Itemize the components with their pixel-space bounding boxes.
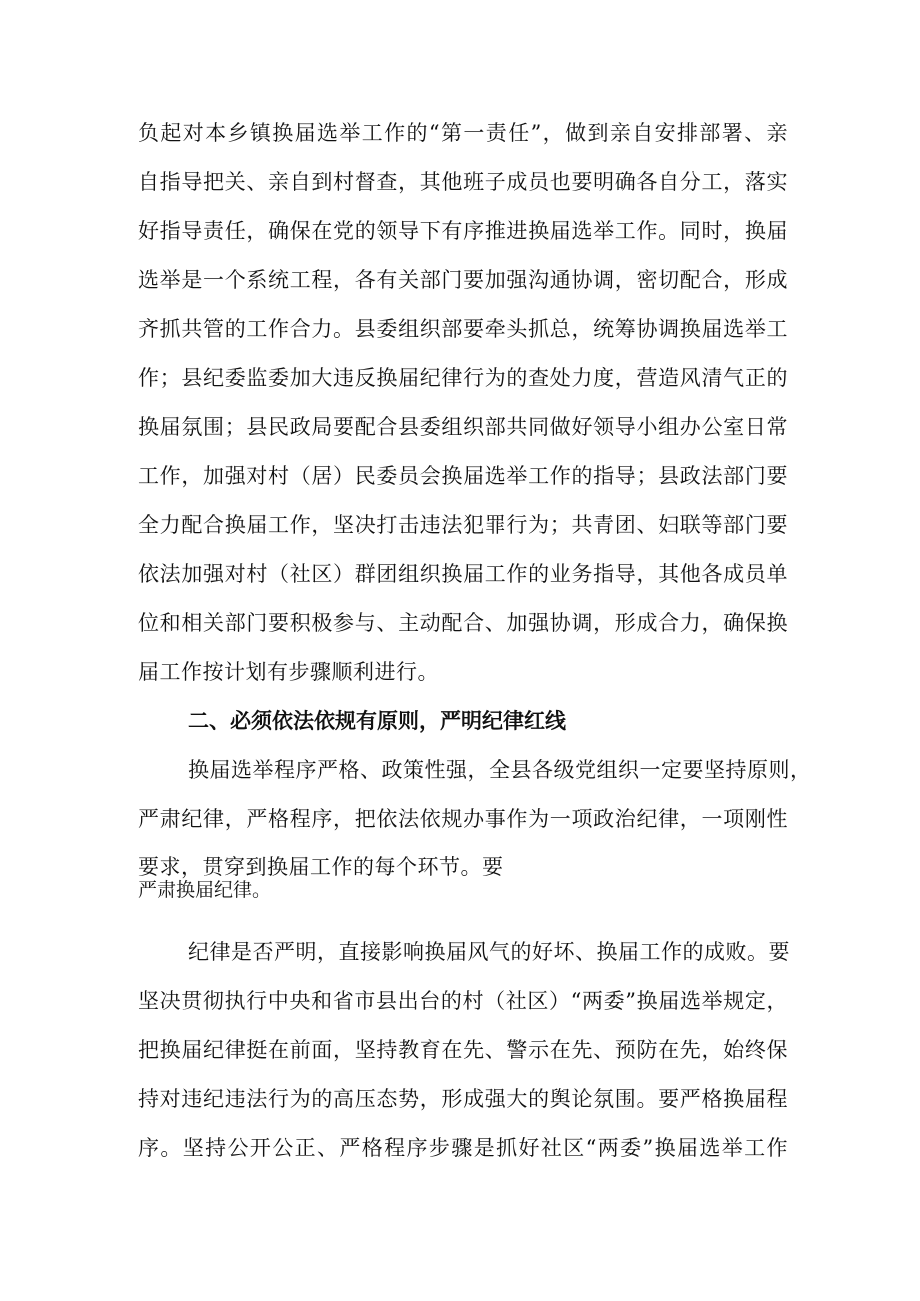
paragraph-line: 纪律是否严明，直接影响换届风气的好坏、换届工作的成败。要 [188, 940, 790, 964]
paragraph-line: 严肃纪律，严格程序，把依法依规办事作为一项政治纪律，一项刚性 [138, 807, 788, 831]
paragraph-line: 全力配合换届工作，坚决打击违法犯罪行为；共青团、妇联等部门要 [138, 513, 788, 537]
paragraph-line: 负起对本乡镇换届选举工作的“第一责任”，做到亲自安排部署、亲 [138, 121, 788, 145]
paragraph-line: 要求，贯穿到换届工作的每个环节。要 [138, 855, 504, 879]
paragraph-line: 坚决贯彻执行中央和省市县出台的村（社区）“两委”换届选举规定， [138, 989, 788, 1013]
paragraph-line: 届工作按计划有步骤顺利进行。 [138, 660, 439, 684]
paragraph-line: 选举是一个系统工程，各有关部门要加强沟通协调，密切配合，形成 [138, 268, 788, 292]
paragraph-line: 序。坚持公开公正、严格程序步骤是抓好社区“两委”换届选举工作 [138, 1136, 788, 1160]
paragraph-line: 位和相关部门要积极参与、主动配合、加强协调，形成合力，确保换 [138, 611, 788, 635]
paragraph-line: 齐抓共管的工作合力。县委组织部要牵头抓总，统筹协调换届选举工 [138, 317, 788, 341]
paragraph-line: 把换届纪律挺在前面，坚持教育在先、警示在先、预防在先，始终保 [138, 1038, 788, 1062]
paragraph-line: 依法加强对村（社区）群团组织换届工作的业务指导，其他各成员单 [138, 562, 788, 586]
paragraph-line: 好指导责任，确保在党的领导下有序推进换届选举工作。同时，换届 [138, 219, 788, 243]
section-heading: 二、必须依法依规有原则，严明纪律红线 [188, 709, 566, 733]
paragraph-line: 换届氛围；县民政局要配合县委组织部共同做好领导小组办公室日常 [138, 415, 788, 439]
paragraph-line: 作；县纪委监委加大违反换届纪律行为的查处力度，营造风清气正的 [138, 366, 788, 390]
paragraph-line: 严肃换届纪律。 [138, 879, 272, 901]
paragraph-line: 持对违纪违法行为的高压态势，形成强大的舆论氛围。要严格换届程 [138, 1087, 788, 1111]
paragraph-line: 换届选举程序严格、政策性强，全县各级党组织一定要坚持原则， [188, 758, 812, 782]
paragraph-line: 自指导把关、亲自到村督查，其他班子成员也要明确各自分工，落实 [138, 170, 788, 194]
paragraph-line: 工作，加强对村（居）民委员会换届选举工作的指导；县政法部门要 [138, 464, 788, 488]
